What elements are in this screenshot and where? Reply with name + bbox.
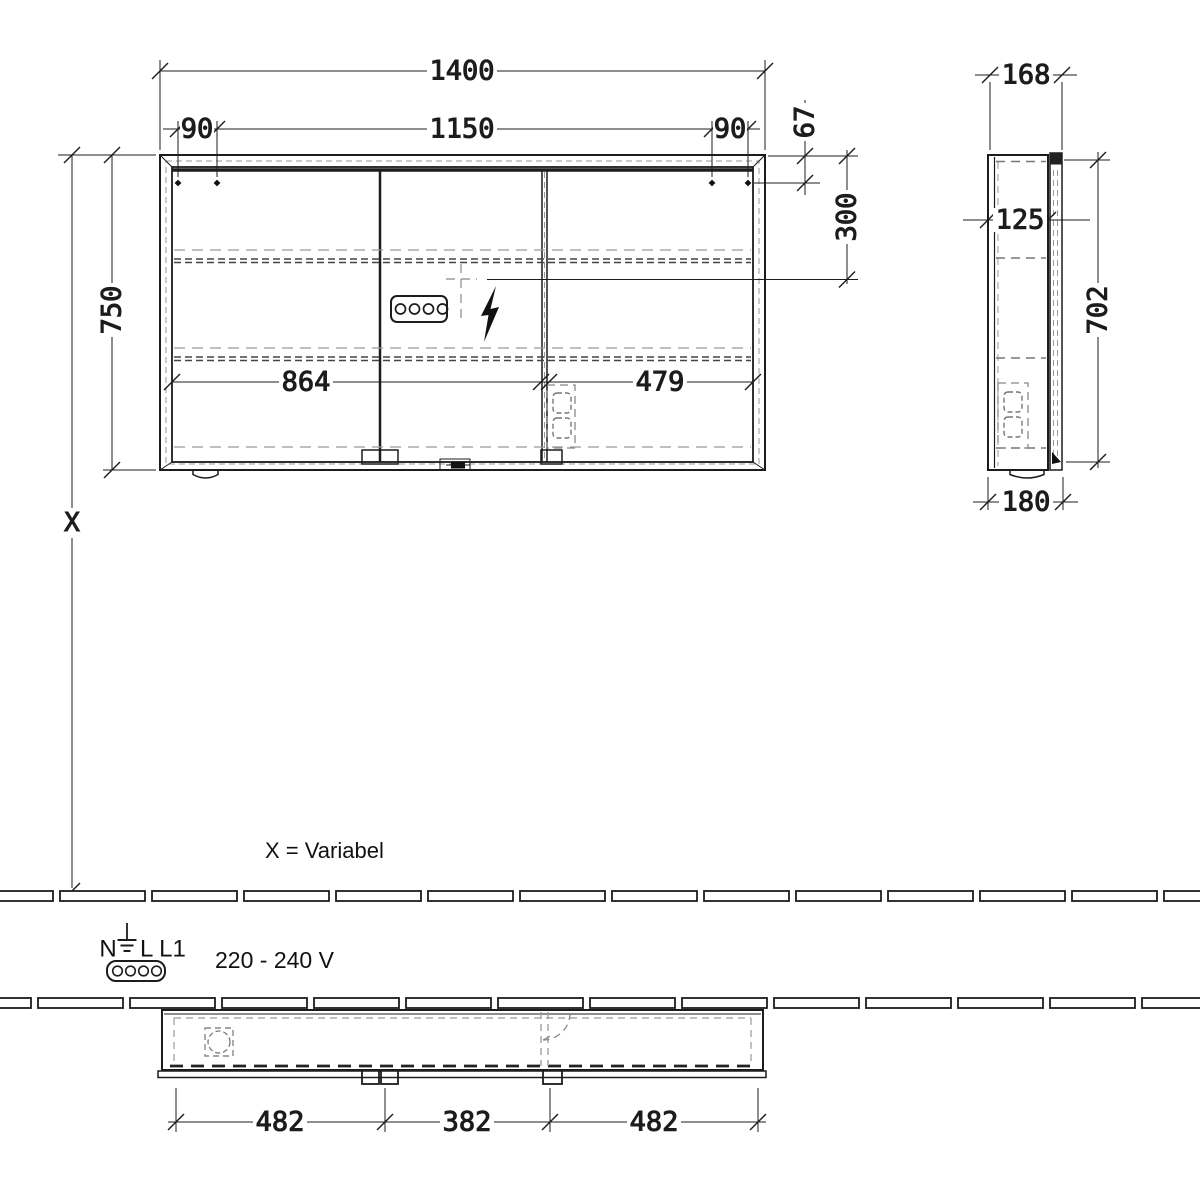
front-view xyxy=(160,155,765,478)
power-point-crosshair xyxy=(446,264,477,323)
side-view xyxy=(988,153,1062,478)
terminal-l-label: L L1 xyxy=(140,935,186,963)
dim-top-inset xyxy=(790,100,821,195)
dim-height xyxy=(97,147,128,478)
plan-body xyxy=(162,1010,763,1070)
internal-socket-dashed xyxy=(547,385,575,448)
dim-height-label: 750 xyxy=(96,285,128,335)
dim-depth-bottom xyxy=(973,477,1078,518)
plan-inner-dashed xyxy=(174,1018,751,1062)
mount-hole-markers xyxy=(175,180,752,187)
dim-door-center-label: 382 xyxy=(442,1106,492,1138)
wall-section-upper xyxy=(0,890,1200,902)
side-bottom-light xyxy=(1010,470,1044,478)
side-carcass xyxy=(988,155,1048,470)
dim-variable-height xyxy=(60,147,84,899)
dim-depth-bottom-label: 180 xyxy=(1001,486,1051,518)
bottom-hinge-clips xyxy=(362,450,562,470)
cabinet-outer-frame xyxy=(160,155,765,470)
voltage-label: 220 - 240 V xyxy=(215,947,334,973)
plan-door-swing-arc xyxy=(543,1013,570,1040)
dim-power-depth-label: 300 xyxy=(831,192,863,242)
power-socket-icon xyxy=(391,296,448,322)
variable-note: X = Variabel xyxy=(265,838,384,863)
cabinet-back-dashed xyxy=(166,161,759,464)
dim-drill-span-label: 1150 xyxy=(429,113,495,145)
dim-top-inset-label: 67 xyxy=(789,105,821,139)
cabinet-inner-frame xyxy=(172,167,753,462)
dim-power-depth xyxy=(832,148,863,288)
corner-miters xyxy=(160,155,765,470)
bottom-light-handle xyxy=(193,470,218,478)
dim-door-left-label: 482 xyxy=(255,1106,305,1138)
side-dimensions xyxy=(963,60,1114,518)
dim-total-width-label: 1400 xyxy=(429,55,495,87)
dim-right-section-label: 479 xyxy=(635,366,685,398)
dim-front-height xyxy=(1064,152,1114,470)
dim-drill-right-label: 90 xyxy=(713,113,747,145)
dim-door-right-label: 482 xyxy=(629,1106,679,1138)
dim-sections xyxy=(164,367,761,398)
dim-variable-symbol: X xyxy=(64,508,80,538)
side-mirror-door xyxy=(1050,153,1062,470)
dim-inner-depth-label: 125 xyxy=(995,204,1045,236)
lightning-bolt-icon xyxy=(481,286,499,342)
plan-door-band xyxy=(158,1071,766,1078)
dim-inner-depth xyxy=(963,205,1090,236)
dim-front-height-label: 702 xyxy=(1082,285,1114,335)
dim-drill-left-label: 90 xyxy=(180,113,214,145)
door-dividers xyxy=(380,170,547,462)
dim-depth-top-label: 168 xyxy=(1001,59,1051,91)
wall-section-lower xyxy=(0,997,1200,1009)
dim-drill-row xyxy=(163,114,760,145)
side-socket-dashed xyxy=(998,383,1028,448)
terminal-n-label: N xyxy=(99,935,117,963)
plan-ceiling-outlet xyxy=(205,1028,233,1056)
plan-dimensions xyxy=(168,1088,766,1138)
dim-total-width xyxy=(152,56,773,87)
plan-view xyxy=(158,1010,766,1084)
power-connection-label xyxy=(99,923,186,981)
earth-ground-icon xyxy=(118,923,137,951)
dim-left-section-label: 864 xyxy=(281,366,331,398)
terminal-socket-icon xyxy=(107,961,165,981)
